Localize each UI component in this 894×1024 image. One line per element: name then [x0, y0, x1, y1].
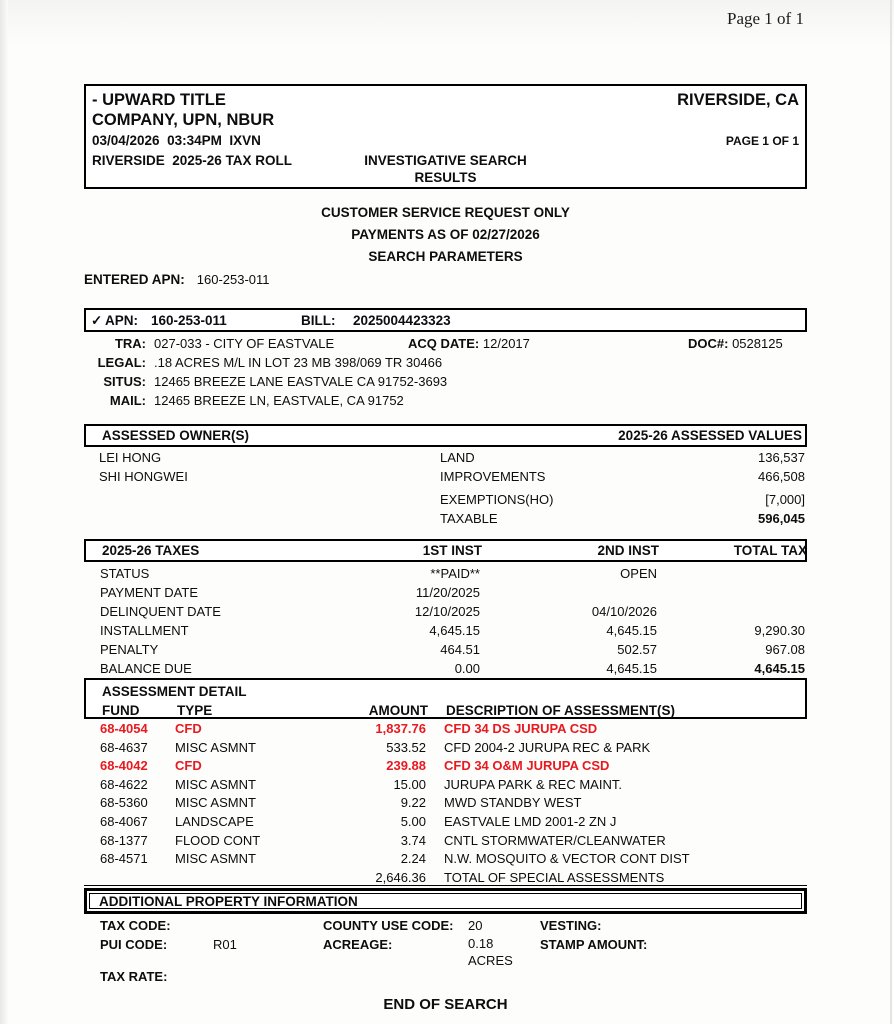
tra-row [84, 334, 807, 353]
value-amount: [7,000] [765, 492, 805, 507]
situs-row [84, 372, 807, 391]
situs-value: 12465 BREEZE LANE EASTVALE CA 91752-3693 [154, 374, 448, 389]
owner-row [84, 467, 807, 486]
assessed-values-title: 2025-26 ASSESSED VALUES [618, 428, 802, 443]
report-title [92, 152, 799, 186]
tax-row-installment: INSTALLMENT 4,645.15 4,645.15 9,290.30 [100, 623, 805, 638]
doc-number-value: 0528125 [732, 336, 783, 351]
doc-number-group [688, 334, 783, 353]
assessment-row: 68-4042 CFD 239.88 CFD 34 O&M JURUPA CSD [100, 758, 610, 774]
section-divider [84, 885, 807, 886]
assessment-rows [84, 720, 807, 887]
mail-value: 12465 BREEZE LN, EASTVALE, CA 91752 [154, 393, 404, 408]
assessment-detail-title: ASSESSMENT DETAIL [102, 684, 247, 699]
acq-date-group [408, 334, 530, 353]
assessment-total-description: TOTAL OF SPECIAL ASSESSMENTS [444, 869, 665, 885]
report-header-box [84, 84, 807, 189]
legal-value: .18 ACRES M/L IN LOT 23 MB 398/069 TR 30466 [154, 355, 443, 370]
apn-value: 160-253-011 [151, 312, 227, 328]
col-fund: FUND [102, 703, 140, 718]
additional-info-title: ADDITIONAL PROPERTY INFORMATION [99, 894, 358, 909]
assessment-row: 68-4067 LANDSCAPE 5.00 EASTVALE LMD 2001-2 ZN J [100, 813, 617, 829]
assessment-row: 68-4622 MISC ASMNT 15.00 JURUPA PARK & REC MAINT. [100, 776, 622, 792]
legal-row [84, 353, 807, 372]
tax-row-penalty: PENALTY 464.51 502.57 967.08 [100, 642, 805, 657]
company-name [92, 90, 274, 130]
owner-row [84, 448, 807, 467]
tax-row-status: STATUS **PAID** OPEN [100, 566, 657, 581]
col-description: DESCRIPTION OF ASSESSMENT(S) [446, 703, 676, 718]
assessment-row: 68-5360 MISC ASMNT 9.22 MWD STANDBY WEST [100, 795, 582, 811]
col-type: TYPE [177, 703, 213, 718]
assessed-owners-rows [84, 448, 807, 528]
pui-code-value: R01 [213, 937, 237, 952]
apn-bill-box [84, 308, 807, 332]
entered-apn-value: 160-253-011 [196, 272, 270, 287]
acq-date-label: ACQ DATE: [408, 336, 480, 351]
taxes-col-2nd-inst: 2ND INST [597, 543, 659, 558]
bill-value: 2025004423323 [353, 312, 451, 328]
value-label: TAXABLE [440, 511, 498, 526]
taxes-header [84, 539, 807, 562]
assessed-owners-header [84, 424, 807, 447]
report-datetime: 03/04/2026 03:34PM IXVN [92, 133, 261, 148]
owner-row [84, 490, 807, 509]
assessed-owners-title: ASSESSED OWNER(S) [102, 428, 250, 443]
assessment-total-amount: 2,646.36 [375, 869, 426, 885]
report-title-line2: RESULTS [414, 170, 477, 185]
additional-info-row1 [84, 916, 807, 935]
assessment-row: 68-4571 MISC ASMNT 2.24 N.W. MOSQUITO & VECTOR CONT DIST [100, 851, 690, 867]
col-amount: AMOUNT [368, 703, 428, 718]
doc-number-label: DOC#: [688, 336, 729, 351]
assessment-row: 68-1377 FLOOD CONT 3.74 CNTL STORMWATER/CLEANWATER [100, 832, 666, 848]
parcel-detail [84, 334, 807, 410]
report-page-label: PAGE 1 OF 1 [725, 134, 799, 148]
tax-roll-label: RIVERSIDE 2025-26 TAX ROLL [92, 153, 293, 168]
value-label: LAND [440, 450, 475, 465]
value-amount: 136,537 [758, 450, 805, 465]
taxes-rows [84, 564, 807, 678]
tax-code-label: TAX CODE: [100, 918, 171, 933]
situs-label: SITUS: [103, 374, 146, 389]
subtitle-search-parameters: SEARCH PARAMETERS [368, 249, 523, 264]
subtitle-payments-as-of: PAYMENTS AS OF 02/27/2026 [351, 227, 540, 242]
assessment-row: 68-4054 CFD 1,837.76 CFD 34 DS JURUPA CSD [100, 721, 598, 736]
tax-row-balance-due: BALANCE DUE 0.00 4,645.15 4,645.15 [100, 661, 805, 676]
legal-label: LEGAL: [97, 355, 146, 370]
taxes-col-1st-inst: 1ST INST [422, 543, 482, 558]
owner-name: LEI HONG [99, 450, 162, 465]
county-use-code-value: 20 [468, 918, 483, 933]
report-title-line1: INVESTIGATIVE SEARCH [364, 153, 527, 168]
tax-row-delinquent-date: DELINQUENT DATE 12/10/2025 04/10/2026 [100, 604, 657, 619]
assessment-row: 68-4637 MISC ASMNT 533.52 CFD 2004-2 JURUPA REC & PARK [100, 739, 651, 755]
tra-label: TRA: [114, 336, 146, 351]
tax-row-payment-date: PAYMENT DATE 11/20/2025 [100, 585, 480, 600]
tra-value: 027-033 - CITY OF EASTVALE [154, 336, 335, 351]
tax-code-value [213, 916, 323, 935]
value-amount: 466,508 [758, 469, 805, 484]
apn-label: APN: [105, 312, 138, 328]
value-amount: 596,045 [758, 511, 805, 526]
owner-name: SHI HONGWEI [99, 469, 188, 484]
company-name-line1: - UPWARD TITLE [92, 91, 226, 109]
mail-row [84, 391, 807, 410]
tax-rate-row [84, 967, 807, 986]
acq-date-value: 12/2017 [482, 336, 530, 351]
company-name-line2: COMPANY, UPN, NBUR [92, 111, 275, 129]
value-label: EXEMPTIONS(HO) [440, 492, 554, 507]
subtitle-customer-service: CUSTOMER SERVICE REQUEST ONLY [321, 205, 570, 220]
report-subtitles [84, 198, 807, 268]
entered-apn-row [84, 270, 807, 289]
assessment-detail-header [84, 678, 807, 719]
pui-code-label: PUI CODE: [100, 937, 168, 952]
bill-label: BILL: [301, 312, 336, 328]
additional-info-header [84, 888, 807, 914]
mail-label: MAIL: [109, 393, 146, 408]
acreage-label: ACREAGE: [323, 937, 393, 952]
taxes-col-total-tax: TOTAL TAX [733, 543, 807, 558]
taxes-title: 2025-26 TAXES [102, 543, 200, 558]
page-indicator: Page 1 of 1 [727, 9, 804, 28]
additional-info-row2 [84, 935, 807, 969]
end-of-search: END OF SEARCH [383, 996, 508, 1013]
checkmark-icon: ✓ [91, 312, 103, 328]
tax-rate-label: TAX RATE: [100, 969, 168, 984]
vesting-label: VESTING: [540, 918, 602, 933]
value-label: IMPROVEMENTS [440, 469, 546, 484]
owner-row [84, 509, 807, 528]
county-use-code-label: COUNTY USE CODE: [323, 918, 454, 933]
acreage-value: 0.18 ACRES [468, 936, 513, 968]
stamp-amount-label: STAMP AMOUNT: [540, 937, 648, 952]
entered-apn-label: ENTERED APN: [84, 272, 185, 287]
report-location: RIVERSIDE, CA [677, 91, 799, 109]
